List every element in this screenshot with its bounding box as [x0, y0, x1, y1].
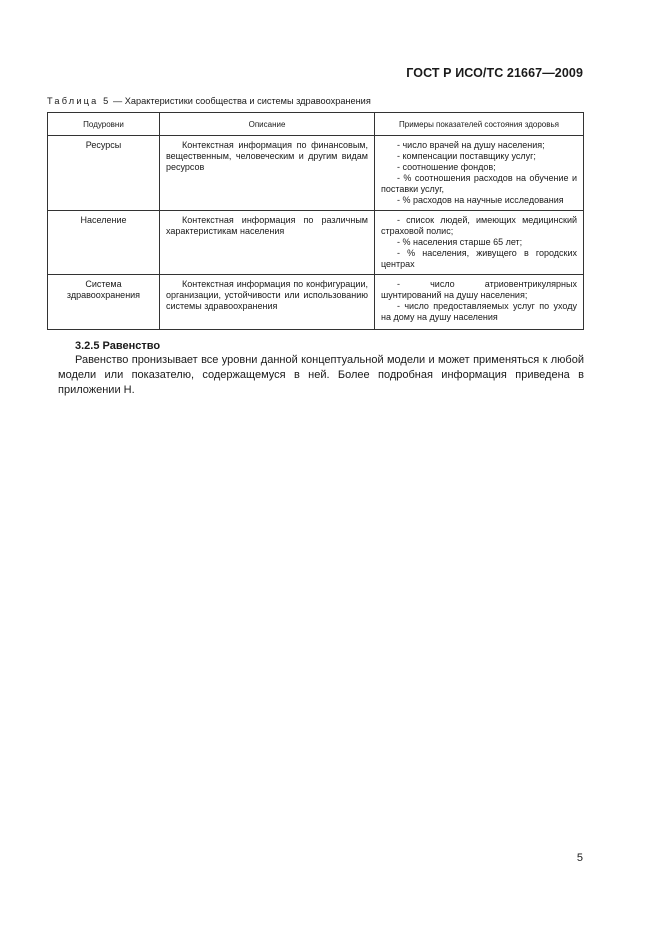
- column-header-sublevel: Подуровни: [48, 113, 160, 136]
- description-cell: Контекстная информация по финансовым, вещественным, человеческим и другим видам ресурсов: [160, 136, 375, 211]
- page-number: 5: [576, 852, 583, 864]
- column-header-examples: Примеры показателей состояния здоровья: [375, 113, 584, 136]
- sublevel-cell: Население: [48, 211, 160, 275]
- table-row: [48, 136, 584, 211]
- sublevel-cell: Ресурсы: [48, 136, 160, 211]
- table-caption-text: — Характеристики сообщества и системы здравоохранения: [110, 96, 371, 106]
- example-item: - % населения, живущего в городских центрах: [381, 248, 577, 269]
- section-text: Равенство пронизывает все уровни данной концептуальной модели и может применяться к любой модели или показателю, содержащемуся в ней. Более подробная информация приведена в приложении Н.: [58, 354, 584, 396]
- table-row: [48, 211, 584, 275]
- example-item: - число врачей на душу населения;: [397, 140, 545, 150]
- section-paragraph: [58, 353, 584, 398]
- example-item: - % расходов на научные исследования: [397, 195, 564, 205]
- document-code: ГОСТ Р ИСО/ТС 21667—2009: [406, 66, 583, 80]
- example-item: - % соотношения расходов на обучение и поставки услуг,: [381, 173, 577, 194]
- examples-cell: [375, 275, 584, 330]
- table-caption-label: Таблица 5: [47, 96, 111, 106]
- example-item: - число предоставляемых услуг по уходу на дому на душу населения: [381, 301, 577, 322]
- example-item: - список людей, имеющих медицинский страховой полис;: [381, 215, 577, 236]
- table-header-row: [48, 113, 584, 136]
- example-item: - число атриовентрикулярных шунтирований на душу населения;: [381, 279, 577, 300]
- example-item: - % населения старше 65 лет;: [397, 237, 523, 247]
- example-item: - соотношение фондов;: [397, 162, 496, 172]
- health-characteristics-table: [47, 112, 584, 330]
- table-caption: [47, 96, 371, 106]
- sublevel-cell: Система здравоохранения: [48, 275, 160, 330]
- table-row: [48, 275, 584, 330]
- description-cell: Контекстная информация по различным характеристикам населения: [160, 211, 375, 275]
- section-title: 3.2.5 Равенство: [75, 340, 161, 352]
- column-header-description: Описание: [160, 113, 375, 136]
- examples-cell: [375, 211, 584, 275]
- examples-cell: [375, 136, 584, 211]
- example-item: - компенсации поставщику услуг;: [397, 151, 536, 161]
- description-cell: Контекстная информация по конфигурации, организации, устойчивости или использованию системы здравоохранения: [160, 275, 375, 330]
